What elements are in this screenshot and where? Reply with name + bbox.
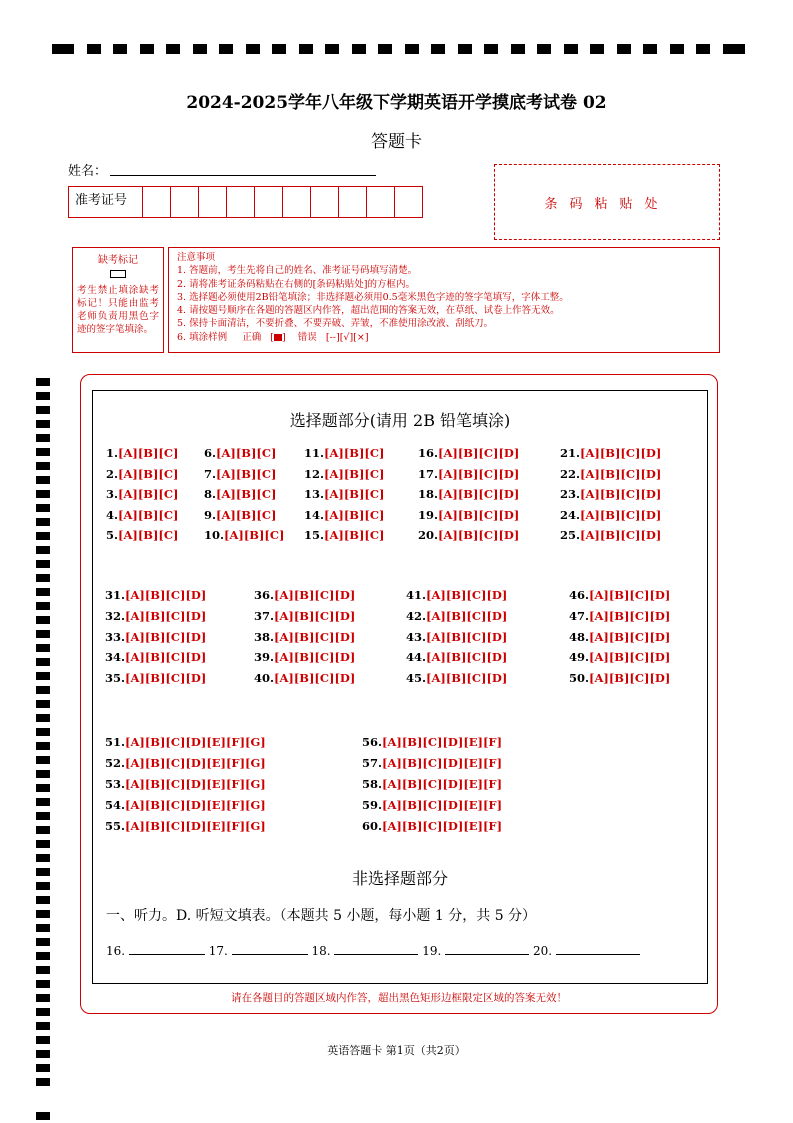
timing-mark: [458, 44, 472, 54]
answer-options[interactable]: [A][B][C][D][E][F]: [382, 735, 503, 749]
answer-options[interactable]: [A][B][C]: [216, 446, 277, 460]
correct-label: 正确: [242, 331, 262, 343]
choice-question[interactable]: [106, 467, 178, 481]
question-number: 37.: [254, 608, 275, 623]
choice-question[interactable]: [106, 446, 178, 460]
answer-options[interactable]: [A][B][C][D]: [426, 650, 508, 665]
fill-blanks-row: [106, 942, 640, 958]
choice-question[interactable]: [105, 671, 206, 685]
question-number: 51.: [105, 735, 126, 749]
filled-square-icon: [274, 334, 282, 341]
timing-mark: [36, 462, 50, 470]
timing-mark: [537, 44, 551, 54]
page-title: 2024-2025学年八年级下学期英语开学摸底考试卷 02: [186, 93, 607, 113]
choice-question[interactable]: [560, 446, 661, 460]
question-number: 7.: [204, 466, 217, 481]
answer-options[interactable]: [A][B][C]: [224, 528, 285, 543]
timing-mark: [617, 44, 631, 54]
timing-mark: [36, 924, 50, 932]
timing-mark: [325, 44, 339, 54]
timing-mark: [36, 574, 50, 582]
timing-mark: [36, 1008, 50, 1016]
timing-mark: [219, 44, 233, 54]
question-number: 11.: [304, 446, 325, 460]
question-number: 2.: [106, 466, 119, 481]
choice-question[interactable]: [254, 588, 355, 602]
timing-mark: [113, 44, 127, 54]
timing-mark: [696, 44, 710, 54]
question-number: 39.: [254, 650, 275, 665]
question-number: 8.: [204, 487, 217, 502]
choice-question[interactable]: [304, 508, 384, 522]
answer-options[interactable]: [A][B][C][D]: [438, 446, 520, 460]
fill-example-label: 6. 填涂样例: [177, 331, 228, 343]
timing-mark: [272, 44, 286, 54]
timing-mark: [378, 44, 392, 54]
timing-mark: [87, 44, 101, 54]
choice-question[interactable]: [406, 609, 507, 623]
choice-question[interactable]: [569, 609, 670, 623]
question-number: 46.: [569, 588, 590, 602]
answer-options[interactable]: [A][B][C][D]: [589, 608, 671, 623]
blank-answer-line[interactable]: [334, 942, 418, 955]
timing-mark: [36, 826, 50, 834]
choice-question[interactable]: [418, 446, 519, 460]
question-number: 54.: [105, 798, 126, 812]
question-number: 25.: [560, 528, 581, 543]
answer-options[interactable]: [A][B][C]: [324, 487, 385, 502]
question-number: 43.: [406, 629, 427, 644]
answer-options[interactable]: [A][B][C][D]: [125, 608, 207, 623]
absent-mark-box: [72, 247, 164, 353]
answer-options[interactable]: [A][B][C][D]: [580, 487, 662, 502]
choice-question[interactable]: [106, 487, 178, 501]
choice-question[interactable]: [204, 446, 276, 460]
question-number: 21.: [560, 446, 581, 460]
timing-mark: [670, 44, 684, 54]
timing-mark: [36, 434, 50, 442]
barcode-area: [494, 164, 720, 240]
barcode-label: 条码粘贴处: [544, 196, 670, 212]
fill-example: 6. 填涂样例 正确 [ ] 错误 [--][√][×]: [177, 331, 369, 343]
timing-mark: [36, 504, 50, 512]
answer-options[interactable]: [A][B][C]: [118, 507, 179, 522]
ticket-digit-cell[interactable]: [255, 187, 283, 217]
timing-mark: [166, 44, 180, 54]
question-number: 57.: [362, 756, 383, 770]
ticket-number-grid: [68, 186, 423, 218]
timing-mark: [140, 44, 154, 54]
answer-options[interactable]: [A][B][C][D]: [589, 588, 671, 602]
choice-question[interactable]: [105, 777, 266, 791]
choice-question[interactable]: [204, 528, 284, 542]
choice-question[interactable]: [105, 650, 206, 664]
timing-mark: [36, 490, 50, 498]
question-number: 47.: [569, 608, 590, 623]
timing-mark: [36, 756, 50, 764]
question-number: 15.: [304, 528, 325, 543]
answer-options[interactable]: [A][B][C][D]: [426, 588, 508, 602]
question-number: 19.: [418, 507, 439, 522]
instructions-box: [168, 247, 720, 353]
timing-mark: [36, 770, 50, 778]
blank-answer-line[interactable]: [556, 942, 640, 955]
nonchoice-section-title: 非选择题部分: [351, 869, 448, 888]
timing-mark: [36, 868, 50, 876]
instructions-title: 注意事项: [177, 252, 216, 263]
answer-options[interactable]: [A][B][C]: [216, 487, 277, 502]
answer-options[interactable]: [A][B][C][D][E][F][G]: [125, 777, 266, 791]
choice-question[interactable]: [105, 630, 206, 644]
timing-mark: [511, 44, 525, 54]
answer-options[interactable]: [A][B][C][D]: [274, 671, 356, 686]
choice-question[interactable]: [569, 588, 670, 602]
absent-mark-text: 考生禁止填涂缺考标记！只能由监考老师负责用黑色字迹的签字笔填涂。: [77, 285, 159, 335]
blank-answer-line[interactable]: [445, 942, 529, 955]
answer-options[interactable]: [A][B][C]: [216, 507, 277, 522]
timing-mark: [36, 588, 50, 596]
answer-options[interactable]: [A][B][C][D]: [125, 588, 207, 602]
question-number: 31.: [105, 588, 126, 602]
choice-question[interactable]: [569, 650, 670, 664]
answer-options[interactable]: [A][B][C]: [118, 446, 179, 460]
timing-mark: [36, 420, 50, 428]
choice-question[interactable]: [418, 487, 519, 501]
timing-mark: [484, 44, 498, 54]
question-number: 3.: [106, 487, 119, 502]
answer-options[interactable]: [A][B][C][D]: [438, 487, 520, 502]
timing-mark: [36, 910, 50, 918]
timing-mark: [36, 784, 50, 792]
wrong-marks: [--][√][×]: [325, 331, 369, 343]
answer-options[interactable]: [A][B][C][D][E][F][G]: [125, 798, 266, 812]
timing-mark: [36, 546, 50, 554]
name-label: 姓名：: [68, 164, 108, 179]
choice-question[interactable]: [304, 487, 384, 501]
question-number: 6.: [204, 446, 217, 460]
timing-mark: [36, 1022, 50, 1030]
listening-instruction: 一、听力。D. 听短文填表。（本题共 5 小题，每小题 1 分，共 5 分）: [106, 908, 537, 924]
ticket-digit-cell[interactable]: [367, 187, 395, 217]
question-number: 32.: [105, 608, 126, 623]
choice-question[interactable]: [362, 819, 502, 833]
timing-mark: [36, 1078, 50, 1086]
question-number: 34.: [105, 650, 126, 665]
question-number: 9.: [204, 507, 217, 522]
choice-question[interactable]: [418, 467, 519, 481]
timing-mark: [431, 44, 445, 54]
choice-question[interactable]: [418, 508, 519, 522]
answer-options[interactable]: [A][B][C][D]: [426, 671, 508, 686]
timing-mark: [299, 44, 313, 54]
instruction-item: 3. 选择题必须使用2B铅笔填涂；非选择题必须用0.5毫米黑色字迹的签字笔填写，字体工整。: [177, 291, 569, 303]
answer-options[interactable]: [A][B][C][D]: [274, 650, 356, 665]
timing-mark: [193, 44, 207, 54]
timing-mark: [36, 658, 50, 666]
answer-options[interactable]: [A][B][C][D][E][F]: [382, 819, 503, 833]
answer-options[interactable]: [A][B][C][D]: [589, 650, 671, 665]
answer-options[interactable]: [A][B][C][D]: [426, 608, 508, 623]
page-footer: 英语答题卡 第1页（共2页）: [327, 1044, 466, 1057]
timing-mark: [564, 44, 578, 54]
choice-question[interactable]: [362, 756, 502, 770]
question-number: 13.: [304, 487, 325, 502]
ticket-digit-cell[interactable]: [227, 187, 255, 217]
answer-options[interactable]: [A][B][C][D][E][F]: [382, 798, 503, 812]
answer-options[interactable]: [A][B][C][D][E][F]: [382, 777, 503, 791]
choice-question[interactable]: [362, 798, 502, 812]
answer-area-warning: 请在各题目的答题区域内作答，超出黑色矩形边框限定区域的答案无效！: [231, 992, 567, 1004]
question-number: 5.: [106, 528, 119, 543]
choice-question[interactable]: [106, 528, 178, 542]
answer-options[interactable]: [A][B][C][D]: [426, 629, 508, 644]
choice-question[interactable]: [362, 777, 502, 791]
ticket-digit-cell[interactable]: [143, 187, 171, 217]
answer-options[interactable]: [A][B][C][D]: [274, 588, 356, 602]
question-number: 38.: [254, 629, 275, 644]
answer-options[interactable]: [A][B][C][D]: [274, 629, 356, 644]
choice-question[interactable]: [560, 508, 661, 522]
question-number: 35.: [105, 671, 126, 686]
timing-mark: [36, 602, 50, 610]
answer-options[interactable]: [A][B][C][D]: [438, 466, 520, 481]
choice-section-title: 选择题部分(请用 2B 铅笔填涂): [289, 411, 511, 430]
choice-question[interactable]: [560, 487, 661, 501]
timing-mark: [36, 392, 50, 400]
absent-mark-title: 缺考标记: [98, 255, 138, 266]
wrong-label: 错误: [297, 331, 317, 343]
choice-question[interactable]: [569, 671, 670, 685]
instruction-item: 1. 答题前，考生先将自己的姓名、准考证号码填写清楚。: [177, 265, 418, 277]
choice-question[interactable]: [254, 650, 355, 664]
question-number: 60.: [362, 819, 383, 833]
blank-number: 20.: [533, 944, 553, 958]
choice-question[interactable]: [406, 588, 507, 602]
blank-number: 19.: [422, 944, 442, 958]
question-number: 23.: [560, 487, 581, 502]
question-number: 44.: [406, 650, 427, 665]
choice-question[interactable]: [569, 630, 670, 644]
timing-mark: [36, 476, 50, 484]
question-number: 36.: [254, 588, 275, 602]
top-timing-marks: [52, 44, 745, 56]
answer-options[interactable]: [A][B][C][D][E][F][G]: [125, 735, 266, 749]
instruction-item: 5. 保持卡面清洁，不要折叠、不要弄破、弄皱，不准使用涂改液、刮纸刀。: [177, 318, 494, 330]
answer-options[interactable]: [A][B][C][D]: [589, 629, 671, 644]
choice-question[interactable]: [304, 467, 384, 481]
choice-question[interactable]: [254, 630, 355, 644]
answer-options[interactable]: [A][B][C][D]: [125, 671, 207, 686]
choice-question[interactable]: [560, 528, 661, 542]
timing-mark: [36, 994, 50, 1002]
choice-question[interactable]: [254, 671, 355, 685]
timing-mark: [36, 644, 50, 652]
choice-question[interactable]: [204, 508, 276, 522]
timing-mark: [36, 980, 50, 988]
question-number: 42.: [406, 608, 427, 623]
instruction-item: 2. 请将准考证条码粘贴在右侧的[条码粘贴处]的方框内。: [177, 278, 415, 290]
blank-answer-line[interactable]: [129, 942, 205, 955]
timing-mark: [36, 532, 50, 540]
question-number: 20.: [418, 528, 439, 543]
timing-mark: [36, 854, 50, 862]
choice-question[interactable]: [105, 819, 266, 833]
choice-question[interactable]: [105, 756, 266, 770]
choice-question[interactable]: [105, 735, 266, 749]
answer-options[interactable]: [A][B][C]: [324, 507, 385, 522]
ticket-digit-cell[interactable]: [311, 187, 339, 217]
answer-options[interactable]: [A][B][C][D][E][F]: [382, 756, 503, 770]
timing-mark: [590, 44, 604, 54]
timing-mark: [36, 700, 50, 708]
timing-mark: [36, 966, 50, 974]
answer-options[interactable]: [A][B][C]: [324, 528, 385, 543]
question-number: 55.: [105, 819, 126, 833]
question-number: 10.: [204, 528, 225, 543]
absent-mark-checkbox[interactable]: [110, 270, 126, 278]
answer-options[interactable]: [A][B][C][D][E][F][G]: [125, 819, 266, 833]
question-number: 18.: [418, 487, 439, 502]
answer-options[interactable]: [A][B][C][D]: [274, 608, 356, 623]
choice-question[interactable]: [254, 609, 355, 623]
choice-question[interactable]: [406, 630, 507, 644]
timing-mark: [405, 44, 419, 54]
timing-mark: [723, 44, 745, 54]
timing-mark: [36, 798, 50, 806]
choice-question[interactable]: [204, 467, 276, 481]
blank-number: 18.: [311, 944, 331, 958]
question-number: 24.: [560, 507, 581, 522]
answer-options[interactable]: [A][B][C][D][E][F][G]: [125, 756, 266, 770]
choice-question[interactable]: [106, 508, 178, 522]
question-number: 17.: [418, 466, 439, 481]
answer-options[interactable]: [A][B][C]: [118, 466, 179, 481]
choice-question[interactable]: [406, 650, 507, 664]
answer-options[interactable]: [A][B][C][D]: [580, 507, 662, 522]
timing-mark: [36, 686, 50, 694]
ticket-digit-cell[interactable]: [171, 187, 199, 217]
timing-mark: [36, 812, 50, 820]
timing-mark: [36, 518, 50, 526]
question-number: 48.: [569, 629, 590, 644]
answer-options[interactable]: [A][B][C]: [216, 466, 277, 481]
timing-mark: [36, 840, 50, 848]
name-field[interactable]: [110, 175, 376, 176]
answer-options[interactable]: [A][B][C][D]: [580, 446, 662, 460]
ticket-digit-cell[interactable]: [283, 187, 311, 217]
page-subtitle: 答题卡: [371, 132, 422, 152]
choice-question[interactable]: [105, 609, 206, 623]
answer-options[interactable]: [A][B][C][D]: [438, 528, 520, 543]
ticket-digit-cell[interactable]: [199, 187, 227, 217]
question-number: 53.: [105, 777, 126, 791]
timing-mark: [36, 742, 50, 750]
question-number: 16.: [418, 446, 439, 460]
question-number: 58.: [362, 777, 383, 791]
ticket-number-label: 准考证号: [69, 187, 143, 217]
timing-mark: [246, 44, 260, 54]
timing-mark: [52, 44, 74, 54]
timing-mark: [36, 938, 50, 946]
timing-mark: [643, 44, 657, 54]
timing-mark: [36, 728, 50, 736]
question-number: 1.: [106, 446, 119, 460]
timing-mark: [36, 448, 50, 456]
timing-mark: [36, 630, 50, 638]
choice-question[interactable]: [406, 671, 507, 685]
question-number: 49.: [569, 650, 590, 665]
choice-question[interactable]: [362, 735, 502, 749]
choice-question[interactable]: [105, 798, 266, 812]
question-number: 41.: [406, 588, 427, 602]
timing-mark: [36, 1064, 50, 1072]
timing-mark: [36, 882, 50, 890]
question-number: 52.: [105, 756, 126, 770]
question-number: 33.: [105, 629, 126, 644]
timing-mark: [36, 616, 50, 624]
blank-answer-line[interactable]: [232, 942, 308, 955]
question-number: 40.: [254, 671, 275, 686]
question-number: 14.: [304, 507, 325, 522]
answer-options[interactable]: [A][B][C][D]: [580, 528, 662, 543]
instruction-item: 4. 请按题号顺序在各题的答题区内作答，超出范围的答案无效，在草纸、试卷上作答无效。: [177, 305, 560, 317]
answer-options[interactable]: [A][B][C][D]: [125, 629, 207, 644]
timing-mark: [36, 560, 50, 568]
answer-options[interactable]: [A][B][C][D]: [438, 507, 520, 522]
answer-options[interactable]: [A][B][C][D]: [589, 671, 671, 686]
choice-question[interactable]: [204, 487, 276, 501]
ticket-digit-cell[interactable]: [339, 187, 367, 217]
question-number: 12.: [304, 466, 325, 481]
question-number: 4.: [106, 507, 119, 522]
timing-mark: [36, 896, 50, 904]
answer-options[interactable]: [A][B][C][D]: [125, 650, 207, 665]
answer-options[interactable]: [A][B][C]: [118, 528, 179, 543]
left-timing-marks: [36, 378, 50, 1092]
question-number: 22.: [560, 466, 581, 481]
timing-mark: [352, 44, 366, 54]
timing-mark: [36, 672, 50, 680]
question-number: 50.: [569, 671, 590, 686]
blank-number: 17.: [208, 944, 228, 958]
answer-options[interactable]: [A][B][C]: [324, 446, 385, 460]
answer-options[interactable]: [A][B][C]: [324, 466, 385, 481]
bottom-timing-mark: [36, 1112, 50, 1120]
question-number: 45.: [406, 671, 427, 686]
choice-question[interactable]: [560, 467, 661, 481]
answer-options[interactable]: [A][B][C]: [118, 487, 179, 502]
ticket-digit-cell[interactable]: [395, 187, 422, 217]
blank-number: 16.: [106, 944, 126, 958]
choice-question[interactable]: [418, 528, 519, 542]
choice-question[interactable]: [304, 528, 384, 542]
timing-mark: [36, 406, 50, 414]
timing-mark: [36, 952, 50, 960]
answer-options[interactable]: [A][B][C][D]: [580, 466, 662, 481]
question-number: 59.: [362, 798, 383, 812]
choice-question[interactable]: [304, 446, 384, 460]
timing-mark: [36, 714, 50, 722]
choice-question[interactable]: [105, 588, 206, 602]
timing-mark: [36, 378, 50, 386]
question-number: 56.: [362, 735, 383, 749]
